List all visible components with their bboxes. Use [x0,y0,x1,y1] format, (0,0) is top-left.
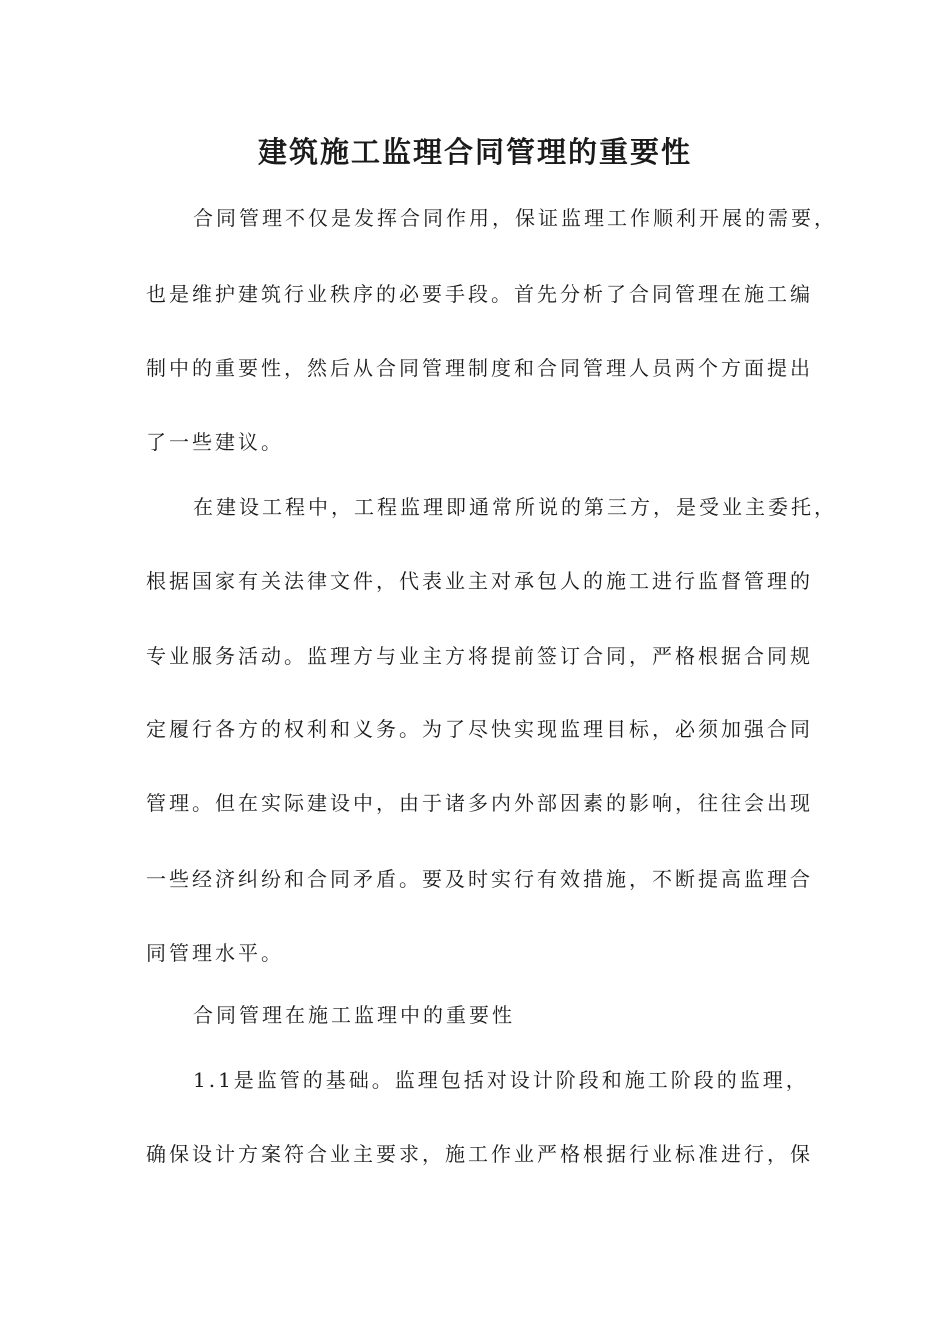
paragraph-line: 制中的重要性，然后从合同管理制度和合同管理人员两个方面提出 [146,356,813,380]
paragraph-line: 了一些建议。 [146,430,284,454]
paragraph-line: 一些经济纠纷和合同矛盾。要及时实行有效措施，不断提高监理合 [146,867,813,891]
paragraph-line: 专业服务活动。监理方与业主方将提前签订合同，严格根据合同规 [146,644,813,668]
paragraph-line: 1.1是监管的基础。监理包括对设计阶段和施工阶段的监理， [193,1068,809,1092]
paragraph-line: 也是维护建筑行业秩序的必要手段。首先分析了合同管理在施工编 [146,282,813,306]
paragraph-line: 管理。但在实际建设中，由于诸多内外部因素的影响，往往会出现 [146,791,813,815]
paragraph-line: 定履行各方的权利和义务。为了尽快实现监理目标，必须加强合同 [146,717,813,741]
section-heading: 合同管理在施工监理中的重要性 [193,1003,515,1027]
paragraph-line: 合同管理不仅是发挥合同作用，保证监理工作顺利开展的需要， [193,206,837,230]
paragraph-line: 同管理水平。 [146,941,284,965]
document-title: 建筑施工监理合同管理的重要性 [257,135,692,169]
paragraph-line: 确保设计方案符合业主要求，施工作业严格根据行业标准进行，保 [146,1142,813,1166]
paragraph-line: 根据国家有关法律文件，代表业主对承包人的施工进行监督管理的 [146,569,813,593]
paragraph-line: 在建设工程中，工程监理即通常所说的第三方，是受业主委托， [193,495,837,519]
